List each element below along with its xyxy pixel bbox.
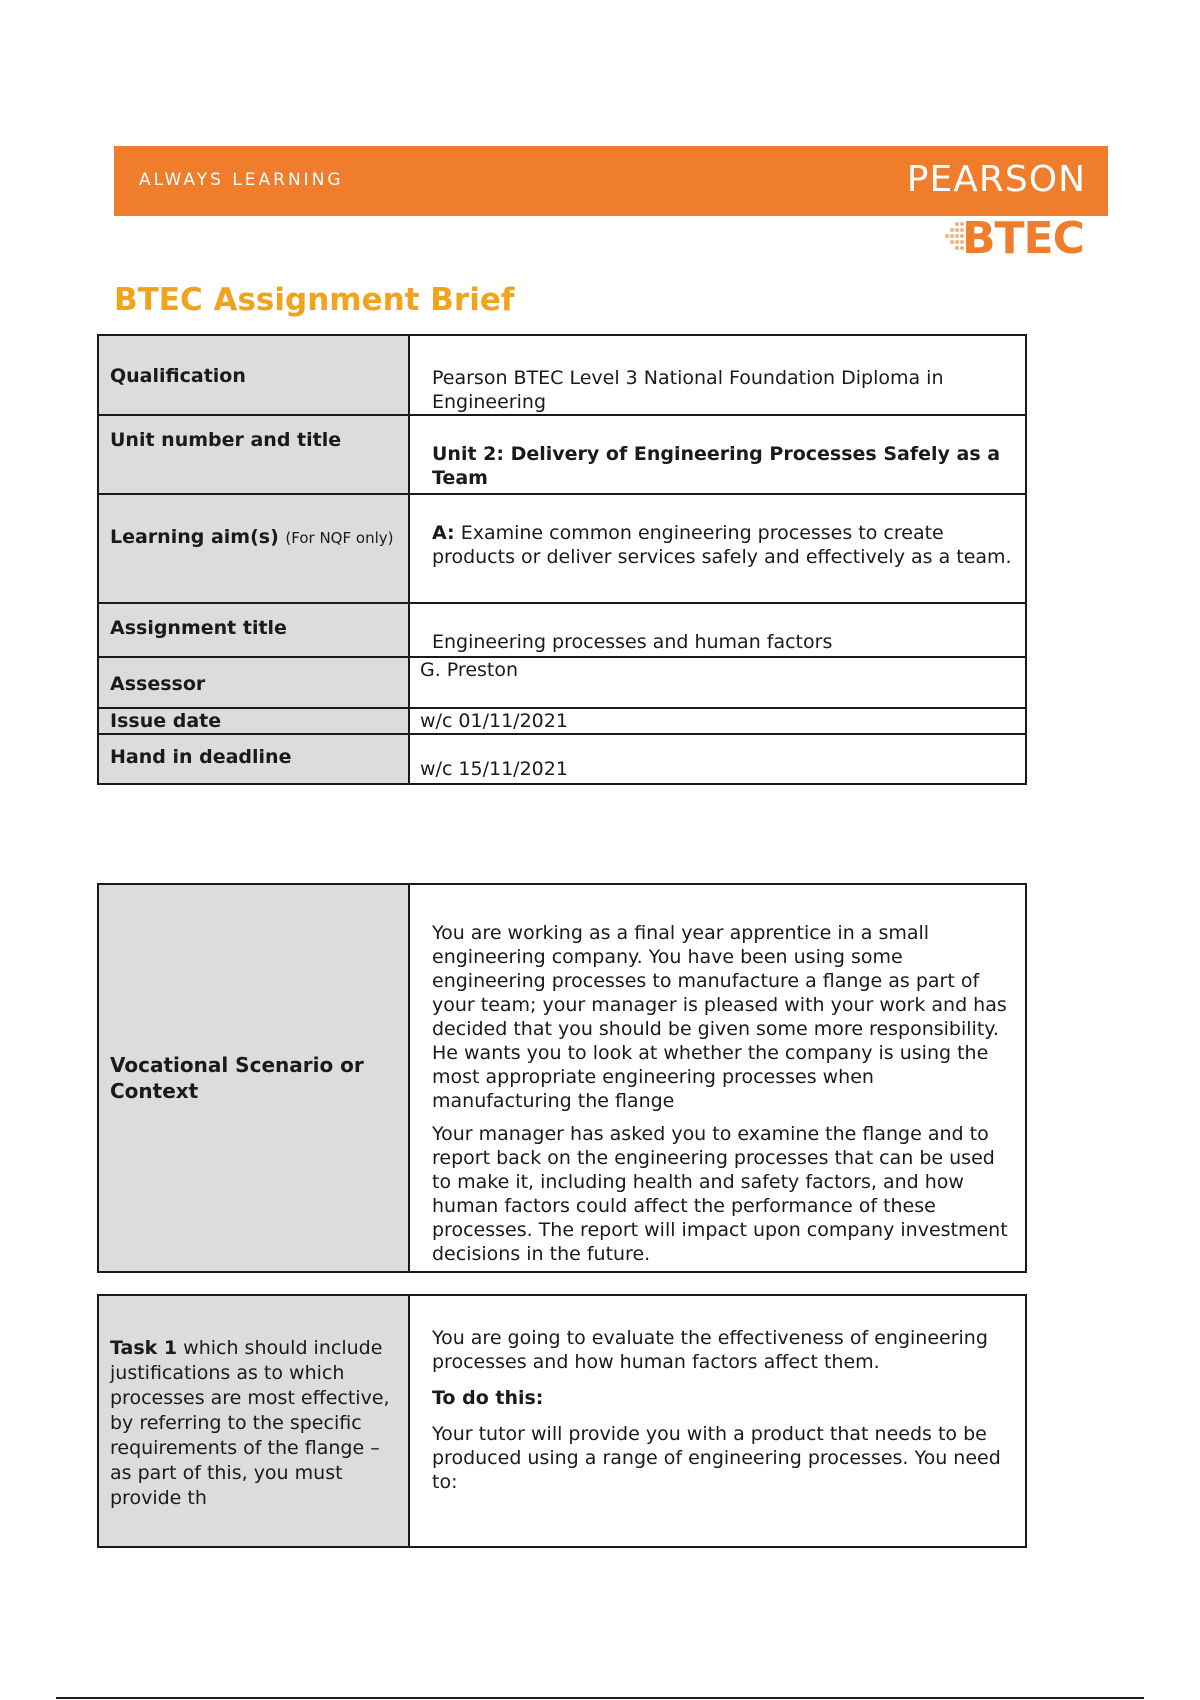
task-value-cell [409, 1295, 1026, 1547]
deadline-label: Hand in deadline [98, 734, 409, 784]
deadline-value: w/c 15/11/2021 [409, 734, 1026, 784]
scenario-label: Vocational Scenario or Context [98, 884, 409, 1272]
learning-aim-label-cell [98, 494, 409, 603]
assignment-title-label: Assignment title [98, 603, 409, 657]
assignment-title-value: Engineering processes and human factors [409, 603, 1026, 657]
task-label-text: which should include justifications as to which processes are most effective, by referring to the specific requirements of the flange – as part of this, you must provide th [110, 1337, 390, 1509]
task-heading: To do this: [432, 1387, 544, 1409]
learning-aim-value: Examine common engineering processes to create products or deliver services safely and effectively as a team. [432, 522, 1012, 568]
btec-logo [940, 213, 1120, 265]
learning-aim-prefix: A: [432, 522, 455, 544]
banner-tagline: ALWAYS LEARNING [139, 170, 344, 190]
task-row [98, 1295, 1026, 1547]
issue-date-label: Issue date [98, 708, 409, 734]
assessor-row [98, 657, 1026, 708]
header-banner [114, 146, 1108, 216]
pearson-logo: PEARSON [906, 159, 1086, 200]
task-label-cell [98, 1295, 409, 1547]
issue-date-row [98, 708, 1026, 734]
scenario-value-cell [409, 884, 1026, 1272]
learning-aim-row [98, 494, 1026, 603]
scenario-paragraph-2: Your manager has asked you to examine the flange and to report back on the engineering processes that can be used to make it, including health and safety factors, and how human factors could affect the performance of these processes. The report will impact upon company investment decisions in the future. [432, 1123, 1008, 1265]
qualification-row [98, 335, 1026, 415]
issue-date-value: w/c 01/11/2021 [409, 708, 1026, 734]
btec-logo-text: BTEC [962, 213, 1084, 264]
learning-aim-value-cell [409, 494, 1026, 603]
scenario-row [98, 884, 1026, 1272]
deadline-row [98, 734, 1026, 784]
unit-label: Unit number and title [98, 415, 409, 494]
scenario-paragraph-1: You are working as a final year apprentice in a small engineering company. You have been using some engineering processes to manufacture a flange as part of your team; your manager is pleased with your work and has decided that you should be given some more responsibility. He wants you to look at whether the company is using the most appropriate engineering processes when manufacturing the flange [432, 922, 1007, 1112]
page-title: BTEC Assignment Brief [114, 282, 515, 318]
scenario-table [97, 883, 1027, 1273]
task-label-bold: Task 1 [110, 1337, 178, 1359]
task-table [97, 1294, 1027, 1548]
assessor-label: Assessor [98, 657, 409, 708]
unit-value: Unit 2: Delivery of Engineering Processes Safely as a Team [409, 415, 1026, 494]
learning-aim-note: (For NQF only) [285, 529, 394, 547]
details-table [97, 334, 1027, 785]
btec-dots-icon [944, 221, 964, 255]
task-instruction: Your tutor will provide you with a product that needs to be produced using a range of engineering processes. You need to: [432, 1423, 1001, 1493]
qualification-value: Pearson BTEC Level 3 National Foundation Diploma in Engineering [409, 335, 1026, 415]
qualification-label: Qualification [98, 335, 409, 415]
unit-row [98, 415, 1026, 494]
assessor-value: G. Preston [409, 657, 1026, 708]
assignment-title-row [98, 603, 1026, 657]
task-intro: You are going to evaluate the effectiveness of engineering processes and how human factors affect them. [432, 1327, 988, 1373]
bottom-divider [56, 1697, 1144, 1699]
learning-aim-label: Learning aim(s) [110, 526, 279, 548]
